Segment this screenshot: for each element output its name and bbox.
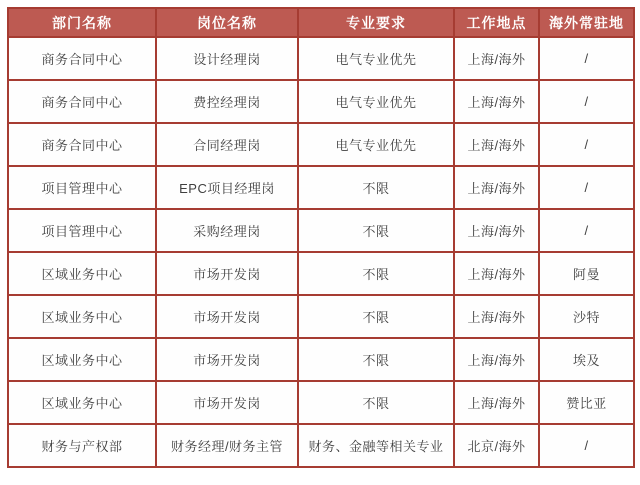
recruitment-table-container	[7, 7, 633, 468]
column-header-location: 工作地点	[454, 8, 539, 37]
table-cell: 电气专业优先	[298, 80, 454, 123]
table-cell: 财务与产权部	[8, 424, 156, 467]
table-cell: EPC项目经理岗	[156, 166, 298, 209]
table-cell: 不限	[298, 209, 454, 252]
table-cell: 上海/海外	[454, 295, 539, 338]
table-cell: /	[539, 166, 634, 209]
table-cell: 不限	[298, 338, 454, 381]
table-cell: 上海/海外	[454, 252, 539, 295]
table-cell: 上海/海外	[454, 166, 539, 209]
column-header-department: 部门名称	[8, 8, 156, 37]
table-cell: 市场开发岗	[156, 381, 298, 424]
table-row	[8, 123, 634, 166]
table-row	[8, 295, 634, 338]
table-cell: 沙特	[539, 295, 634, 338]
table-cell: 上海/海外	[454, 209, 539, 252]
table-cell: 区域业务中心	[8, 252, 156, 295]
table-cell: 商务合同中心	[8, 123, 156, 166]
header-row	[8, 8, 634, 37]
table-cell: /	[539, 37, 634, 80]
table-body	[8, 37, 634, 467]
table-cell: 费控经理岗	[156, 80, 298, 123]
column-header-position: 岗位名称	[156, 8, 298, 37]
table-row	[8, 381, 634, 424]
table-row	[8, 209, 634, 252]
table-cell: 区域业务中心	[8, 338, 156, 381]
table-header	[8, 8, 634, 37]
table-row	[8, 37, 634, 80]
table-cell: 不限	[298, 166, 454, 209]
table-cell: 市场开发岗	[156, 295, 298, 338]
table-cell: 不限	[298, 295, 454, 338]
table-cell: 不限	[298, 252, 454, 295]
table-cell: 财务、金融等相关专业	[298, 424, 454, 467]
table-cell: 上海/海外	[454, 338, 539, 381]
table-cell: 商务合同中心	[8, 37, 156, 80]
table-cell: 赞比亚	[539, 381, 634, 424]
table-cell: 采购经理岗	[156, 209, 298, 252]
table-row	[8, 338, 634, 381]
table-cell: /	[539, 80, 634, 123]
table-cell: 区域业务中心	[8, 381, 156, 424]
table-cell: 上海/海外	[454, 123, 539, 166]
table-row	[8, 80, 634, 123]
table-cell: 合同经理岗	[156, 123, 298, 166]
table-cell: 商务合同中心	[8, 80, 156, 123]
table-cell: 埃及	[539, 338, 634, 381]
column-header-major: 专业要求	[298, 8, 454, 37]
table-cell: 电气专业优先	[298, 37, 454, 80]
table-cell: /	[539, 209, 634, 252]
table-cell: /	[539, 123, 634, 166]
table-cell: 上海/海外	[454, 80, 539, 123]
table-row	[8, 424, 634, 467]
table-cell: 电气专业优先	[298, 123, 454, 166]
table-cell: 财务经理/财务主管	[156, 424, 298, 467]
table-cell: 项目管理中心	[8, 166, 156, 209]
table-cell: 上海/海外	[454, 37, 539, 80]
table-cell: 阿曼	[539, 252, 634, 295]
table-cell: 市场开发岗	[156, 338, 298, 381]
table-cell: 北京/海外	[454, 424, 539, 467]
table-cell: 市场开发岗	[156, 252, 298, 295]
table-cell: 设计经理岗	[156, 37, 298, 80]
recruitment-table	[7, 7, 635, 468]
table-cell: 项目管理中心	[8, 209, 156, 252]
table-cell: 区域业务中心	[8, 295, 156, 338]
table-row	[8, 252, 634, 295]
column-header-overseas: 海外常驻地	[539, 8, 634, 37]
table-cell: 上海/海外	[454, 381, 539, 424]
table-cell: /	[539, 424, 634, 467]
table-row	[8, 166, 634, 209]
table-cell: 不限	[298, 381, 454, 424]
